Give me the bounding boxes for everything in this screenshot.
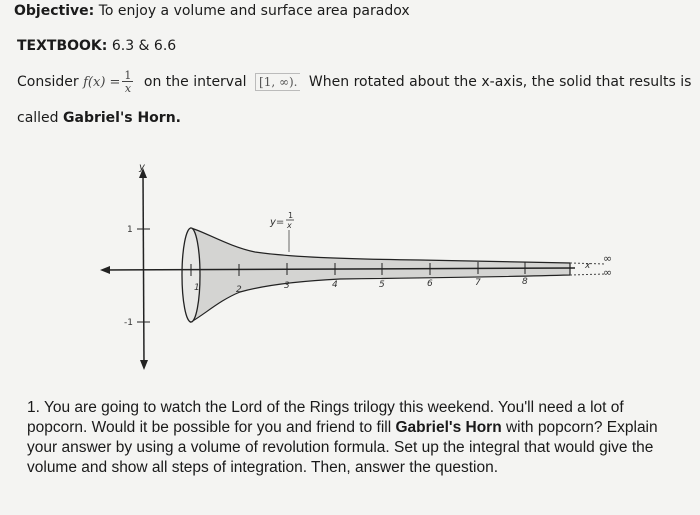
x-tick-label-8: 8 xyxy=(522,277,528,287)
y-tick-label-pos: 1 xyxy=(127,225,133,235)
x-tick-label-1: 1 xyxy=(194,283,200,293)
x-tick-label-6: 6 xyxy=(427,279,433,289)
fraction-denominator: x xyxy=(124,82,132,95)
y-axis xyxy=(143,172,144,365)
question-text-part2: with popcorn? Explain your answer by using a volume of revolution formula. Set up the integral that would give the volume and show all steps of integration. Then, answer the question. xyxy=(27,419,658,476)
interval-notation: [1, ∞). xyxy=(255,73,300,91)
y-axis-arrow-bottom xyxy=(140,360,148,370)
textbook-line xyxy=(17,38,176,54)
curve-frac-num: 1 xyxy=(288,211,294,220)
infinity-top: ∞ xyxy=(603,252,613,265)
x-tick-label-7: 7 xyxy=(475,278,481,288)
objective-line xyxy=(14,3,410,19)
x-tick-label-2: 2 xyxy=(236,285,242,295)
called-word: called xyxy=(17,110,59,126)
consider-word: Consider xyxy=(17,74,79,90)
y-axis-label: y xyxy=(139,162,145,173)
x-tick-label-3: 3 xyxy=(284,281,290,291)
function-lhs: f(x) = xyxy=(83,75,121,90)
infinity-bottom: ∞ xyxy=(603,266,613,279)
x-tick-label-4: 4 xyxy=(332,280,338,290)
function-fraction xyxy=(122,70,133,94)
y-tick-label-neg: -1 xyxy=(124,318,133,328)
textbook-sections: 6.3 & 6.6 xyxy=(111,38,177,54)
objective-label: Objective: xyxy=(14,3,95,19)
gabriels-horn-figure xyxy=(0,150,700,380)
curve-frac-den: x xyxy=(287,221,292,230)
x-axis-arrow-left xyxy=(100,266,110,274)
x-tick-label-5: 5 xyxy=(379,280,385,290)
on-interval-text: on the interval xyxy=(143,74,247,90)
fraction-numerator: 1 xyxy=(124,69,132,82)
question-text-part1: 1. You are going to watch the Lord of the Rings trilogy this weekend. You'll need a lot of popcorn. Would it be possible for you and friend to fill xyxy=(27,399,624,436)
curve-label: y= xyxy=(270,217,285,228)
horn-continuation-bottom xyxy=(570,274,605,275)
question-horn-bold: Gabriel's Horn xyxy=(395,419,502,436)
intro-line-2 xyxy=(17,110,181,126)
horn-surface xyxy=(191,228,570,322)
x-axis-end-label: x xyxy=(585,261,591,271)
textbook-label: TEXTBOOK: xyxy=(17,38,108,54)
intro-line-1 xyxy=(17,70,691,94)
question-1 xyxy=(27,398,677,478)
objective-text: To enjoy a volume and surface area paradox xyxy=(98,3,410,19)
rotated-text: When rotated about the x-axis, the solid that results is xyxy=(308,74,692,90)
horn-name: Gabriel's Horn. xyxy=(63,110,181,126)
